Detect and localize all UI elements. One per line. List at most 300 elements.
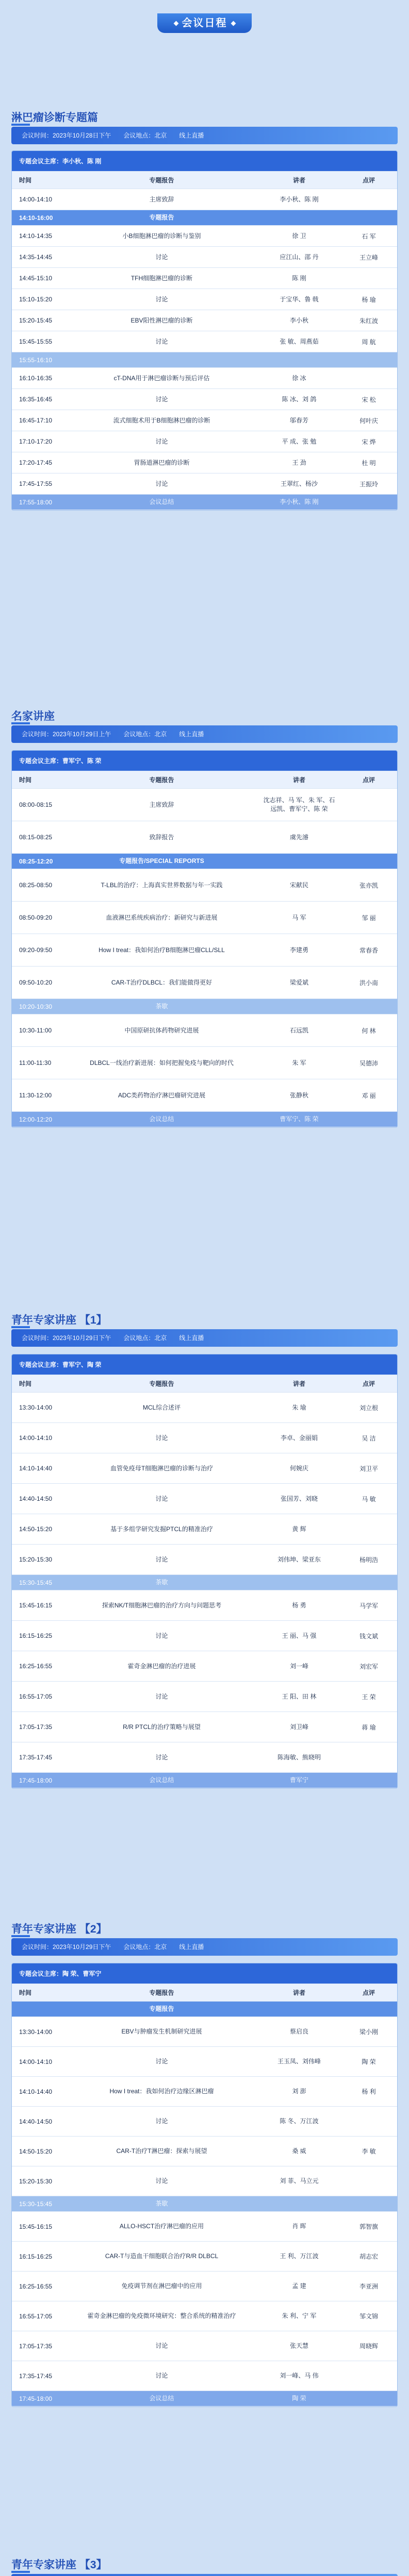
row-topic: R/R PTCL的治疗策略与展望 — [123, 1723, 201, 1731]
row-time: 14:10-16:00 — [19, 214, 53, 222]
row-discussant — [340, 2107, 397, 2136]
session-info-item: 会议地点：北京 — [123, 1334, 167, 1342]
break-row — [12, 352, 397, 368]
session-title: 名家讲座 — [11, 710, 55, 722]
row-discussant: 周晓辉 — [359, 2343, 378, 2350]
title-underline — [11, 2571, 30, 2573]
chair-label: 专题会议主席：陶 荣、曹军宁 — [19, 1970, 102, 1977]
session-title: 淋巴瘤诊断专题篇 — [11, 112, 98, 124]
session-title: 青年专家讲座 【1】 — [11, 1314, 107, 1326]
row-discussant — [340, 821, 397, 853]
row-discussant: 梁小刚 — [359, 2028, 378, 2036]
chair-label: 专题会议主席：曹军宁、陈 荣 — [19, 757, 102, 765]
row-time: 16:55-17:05 — [19, 2312, 53, 2320]
row-topic: 讨论 — [155, 437, 168, 445]
row-topic: 讨论 — [155, 2342, 168, 2350]
schedule-row — [12, 2017, 397, 2047]
row-speaker: 李小秋、陈 刚 — [280, 498, 319, 506]
row-discussant: 常春香 — [359, 946, 378, 954]
row-speaker: 王 丽、马 强 — [282, 1632, 317, 1639]
row-time: 12:00-12:20 — [19, 1115, 53, 1123]
header-topic: 专题报告 — [149, 776, 174, 784]
row-speaker: 陈 冰、刘 鸽 — [282, 395, 317, 403]
table-header — [12, 1984, 397, 2002]
section-band-row — [12, 2002, 397, 2017]
row-topic: ADC类药物治疗淋巴瘤研究进展 — [118, 1091, 206, 1099]
row-discussant: 陶 荣 — [362, 2058, 376, 2065]
session-info-item: 会议时间：2023年10月29日下午 — [22, 1334, 111, 1342]
schedule-row — [12, 2212, 397, 2242]
row-discussant — [340, 2166, 397, 2196]
schedule-row — [12, 967, 397, 999]
row-discussant: 吴德沛 — [359, 1059, 378, 1067]
summary-row — [12, 1773, 397, 1788]
row-time: 14:50-15:20 — [19, 2147, 53, 2155]
row-speaker: 刘卫峰 — [289, 1723, 308, 1731]
session-info-item: 会议时间：2023年10月29日下午 — [22, 1943, 111, 1951]
row-discussant — [340, 2002, 397, 2016]
row-topic: 血液淋巴系统疾病治疗：新研究与新进展 — [106, 913, 218, 921]
row-speaker — [258, 2002, 340, 2016]
row-topic: cT-DNA用于淋巴瘤诊断与预后评估 — [113, 374, 210, 382]
header-discussant: 点评 — [362, 776, 375, 784]
row-topic: 胃肠道淋巴瘤的诊断 — [134, 459, 190, 466]
chair-label: 专题会议主席：曹军宁、陶 荣 — [19, 1361, 102, 1368]
row-discussant — [340, 854, 397, 869]
row-discussant: 李 敏 — [362, 2148, 376, 2155]
row-topic: EBV阳性淋巴瘤的诊断 — [130, 316, 193, 324]
summary-row — [12, 2391, 397, 2406]
row-discussant: 邹 丽 — [362, 914, 376, 922]
summary-row — [12, 495, 397, 510]
row-topic: 讨论 — [155, 337, 168, 345]
row-discussant: 王 荣 — [362, 1693, 376, 1701]
row-speaker — [258, 854, 340, 869]
top-banner — [0, 0, 409, 31]
row-discussant: 何 林 — [362, 1027, 376, 1035]
row-speaker: 陈 刚 — [292, 274, 306, 282]
schedule-row — [12, 1423, 397, 1453]
row-speaker — [258, 210, 340, 225]
schedule-row — [12, 934, 397, 967]
row-speaker: 徐 冰 — [292, 374, 306, 382]
row-speaker: 王 阳、田 林 — [282, 1692, 317, 1700]
section-band-row — [12, 854, 397, 869]
row-time: 10:20-10:30 — [19, 1003, 53, 1010]
schedule-row — [12, 410, 397, 431]
row-discussant — [340, 352, 397, 367]
row-time: 17:45-18:00 — [19, 1776, 53, 1784]
row-time: 17:35-17:45 — [19, 1754, 53, 1761]
row-topic: 讨论 — [155, 1555, 168, 1563]
row-speaker: 李卓、金丽娟 — [280, 1434, 318, 1442]
title-underline — [11, 124, 30, 126]
row-discussant — [340, 368, 397, 388]
row-speaker: 王翠红、杨沙 — [280, 480, 318, 487]
schedule-row — [12, 1590, 397, 1621]
break-row — [12, 999, 397, 1014]
row-time: 15:30-15:45 — [19, 2200, 53, 2208]
row-topic: 讨论 — [155, 295, 168, 303]
row-discussant — [340, 999, 397, 1014]
row-speaker: 邬春芳 — [289, 416, 308, 424]
row-speaker: 朱 瑜 — [292, 1403, 306, 1411]
row-time: 09:20-09:50 — [19, 946, 53, 954]
break-row — [12, 2196, 397, 2212]
session-info-bar — [11, 127, 398, 144]
header-topic: 专题报告 — [149, 1989, 174, 1996]
schedule-row — [12, 1014, 397, 1047]
schedule-row — [12, 2166, 397, 2196]
row-speaker — [258, 999, 340, 1014]
row-time: 16:45-17:10 — [19, 417, 53, 424]
session-info-bar — [11, 1938, 398, 1956]
row-topic: 会议总结 — [149, 1776, 174, 1784]
diamond-icon — [231, 21, 236, 26]
row-time: 08:15-08:25 — [19, 834, 53, 841]
session-info-item: 会议时间：2023年10月28日下午 — [22, 132, 111, 139]
schedule-row — [12, 1514, 397, 1545]
row-time: 17:05-17:35 — [19, 2342, 53, 2350]
row-topic: ALLO-HSCT治疗淋巴瘤的应用 — [119, 2223, 204, 2230]
row-time: 14:10-14:40 — [19, 1465, 53, 1472]
row-time: 14:10-14:35 — [19, 232, 53, 240]
row-time: 17:45-17:55 — [19, 480, 53, 487]
row-speaker: 陶 荣 — [292, 2395, 306, 2402]
row-time: 17:35-17:45 — [19, 2372, 53, 2380]
row-speaker — [258, 1575, 340, 1590]
row-discussant: 杨 利 — [362, 2088, 376, 2095]
row-discussant — [340, 1773, 397, 1788]
row-speaker: 朱 利、宁 军 — [282, 2312, 317, 2320]
row-time: 16:25-16:55 — [19, 2282, 53, 2290]
row-discussant — [340, 1112, 397, 1127]
row-speaker: 何婉庆 — [289, 1464, 308, 1472]
row-time: 08:25-08:50 — [19, 882, 53, 889]
row-time: 10:30-11:00 — [19, 1027, 52, 1034]
row-speaker: 王 劲 — [292, 459, 306, 466]
session-title: 青年专家讲座 【2】 — [11, 1923, 107, 1935]
schedule-row — [12, 1682, 397, 1712]
row-topic: CAR-T治疗DLBCL：我们能做得更好 — [111, 978, 212, 986]
row-topic: 讨论 — [155, 1495, 168, 1502]
row-topic: 讨论 — [155, 2177, 168, 2185]
row-discussant: 洪小南 — [359, 979, 378, 987]
row-speaker: 王 利、万江波 — [280, 2252, 319, 2260]
title-underline — [11, 1935, 30, 1937]
row-speaker: 徐 卫 — [292, 232, 306, 240]
row-time: 14:00-14:10 — [19, 2058, 53, 2065]
row-time: 11:30-12:00 — [19, 1092, 52, 1099]
row-topic: 会议总结 — [149, 498, 174, 506]
session-info-bar — [11, 1329, 398, 1347]
row-speaker: 曹军宁 — [289, 1776, 308, 1784]
chair-row — [12, 751, 397, 771]
header-speaker: 讲者 — [292, 1380, 305, 1387]
row-time — [12, 2002, 66, 2016]
schedule-row — [12, 389, 397, 410]
title-underline — [11, 1326, 30, 1328]
row-speaker: 于宝华、鲁 戟 — [280, 295, 319, 303]
session-title: 青年专家讲座 【3】 — [11, 2559, 107, 2571]
session-info-item: 线上直播 — [179, 731, 204, 738]
row-topic: 会议总结 — [149, 1115, 174, 1123]
row-speaker: 马 军 — [292, 913, 306, 921]
row-topic: 免疫调节剂在淋巴瘤中的应用 — [121, 2282, 202, 2290]
row-topic: 会议总结 — [149, 2395, 174, 2402]
page-title: 会议日程 — [182, 18, 227, 29]
schedule-row — [12, 1545, 397, 1575]
row-discussant: 朱红波 — [359, 317, 378, 325]
table-header — [12, 1375, 397, 1393]
row-discussant: 刘卫平 — [359, 1465, 378, 1472]
row-time: 15:10-15:20 — [19, 296, 53, 303]
row-topic: 血管免疫母T细胞淋巴瘤的诊断与治疗 — [110, 1464, 214, 1472]
schedule-row — [12, 452, 397, 473]
row-speaker: 杨 勇 — [292, 1601, 306, 1609]
row-discussant: 杜 明 — [362, 459, 376, 467]
schedule-row — [12, 2301, 397, 2331]
row-discussant: 刘立根 — [359, 1404, 378, 1412]
schedule-row — [12, 2331, 397, 2361]
row-time: 15:45-16:15 — [19, 1602, 53, 1609]
row-speaker: 刘伟坤、梁亚东 — [277, 1555, 321, 1563]
row-topic: 流式细胞术用于B细胞淋巴瘤的诊断 — [113, 416, 210, 424]
row-discussant: 李亚洲 — [359, 2283, 378, 2290]
row-speaker: 应江山、邵 丹 — [280, 253, 319, 261]
schedule-row — [12, 289, 397, 310]
row-topic: 霍奇金淋巴瘤的治疗进展 — [127, 1662, 196, 1670]
row-time: 17:55-18:00 — [19, 498, 53, 506]
row-speaker: 李建勇 — [289, 946, 308, 954]
row-topic: How I treat：我如何治疗B细胞淋巴瘤CLL/SLL — [99, 946, 225, 954]
row-discussant: 郭智旗 — [359, 2223, 378, 2230]
row-discussant — [340, 495, 397, 510]
row-topic: 讨论 — [155, 1692, 168, 1700]
row-discussant: 马学军 — [359, 1602, 378, 1609]
row-time: 17:05-17:35 — [19, 1723, 53, 1731]
row-time: 08:00-08:15 — [19, 801, 53, 808]
row-time: 15:45-15:55 — [19, 338, 53, 345]
row-time: 14:40-14:50 — [19, 2117, 53, 2125]
row-discussant: 邓 丽 — [362, 1092, 376, 1099]
row-topic: 霍奇金淋巴瘤的免疫微环境研究：整合系统的精准治疗 — [87, 2312, 236, 2320]
row-time: 14:10-14:40 — [19, 2088, 53, 2095]
row-topic: 茶歇 — [155, 2200, 168, 2208]
row-speaker: 陈海敏、熊晓明 — [277, 1753, 321, 1761]
row-topic: 致辞报告 — [149, 833, 174, 841]
row-time: 15:30-15:45 — [19, 1579, 53, 1586]
row-speaker: 刘一峰 — [289, 1662, 308, 1670]
row-topic: 主席致辞 — [149, 195, 174, 203]
row-time: 16:35-16:45 — [19, 396, 53, 403]
row-time: 09:50-10:20 — [19, 979, 53, 986]
row-discussant — [340, 1575, 397, 1590]
schedule-row — [12, 789, 397, 821]
schedule-row — [12, 2137, 397, 2166]
row-speaker: 桑 威 — [292, 2147, 306, 2155]
row-time: 16:25-16:55 — [19, 1663, 53, 1670]
diamond-icon — [173, 21, 178, 26]
schedule-row — [12, 2242, 397, 2272]
row-discussant — [340, 189, 397, 210]
row-speaker: 朱 军 — [292, 1059, 306, 1066]
row-discussant: 宋 烨 — [362, 438, 376, 446]
row-discussant — [340, 1742, 397, 1772]
schedule-row — [12, 1651, 397, 1682]
row-topic: DLBCL一线治疗新进展：如何把握免疫与靶向的时代 — [90, 1059, 234, 1066]
schedule-row — [12, 473, 397, 495]
row-topic: 专题报告 — [149, 2005, 174, 2013]
summary-row — [12, 1112, 397, 1127]
row-discussant: 石 军 — [362, 232, 376, 240]
row-speaker: 王玉凤、刘伟峰 — [277, 2058, 321, 2065]
row-speaker: 李小秋 — [289, 316, 308, 324]
row-discussant — [340, 2196, 397, 2211]
row-time: 11:00-11:30 — [19, 1059, 52, 1066]
row-time: 16:15-16:25 — [19, 1632, 53, 1639]
schedule-row — [12, 1621, 397, 1651]
row-discussant: 胡志宏 — [359, 2253, 378, 2260]
row-speaker: 张 敏、周燕茹 — [280, 337, 319, 345]
session-schedule-table — [11, 750, 398, 1128]
session-schedule-table — [11, 150, 398, 511]
row-topic: 讨论 — [155, 1753, 168, 1761]
section-band-row — [12, 210, 397, 226]
row-time: 08:25-12:20 — [19, 857, 53, 865]
row-topic: 讨论 — [155, 253, 168, 261]
schedule-row — [12, 247, 397, 268]
session-info-item: 会议地点：北京 — [123, 132, 167, 139]
row-topic: T-LBL的治疗：上海真实世界数据与年一实践 — [101, 881, 223, 889]
header-time: 时间 — [19, 1989, 32, 1996]
row-time: 15:20-15:30 — [19, 1556, 53, 1563]
row-time: 15:55-16:10 — [19, 356, 53, 364]
row-discussant: 王立峰 — [359, 253, 378, 261]
header-time: 时间 — [19, 776, 32, 784]
row-discussant — [340, 789, 397, 821]
header-topic: 专题报告 — [149, 177, 174, 184]
row-speaker: 张静秋 — [289, 1091, 308, 1099]
header-discussant: 点评 — [362, 1380, 375, 1387]
header-speaker: 讲者 — [292, 776, 305, 784]
row-speaker: 宋献民 — [289, 881, 308, 889]
session-info-bar — [11, 2574, 398, 2576]
row-speaker: 孟 建 — [292, 2282, 306, 2290]
row-speaker: 虞先濬 — [289, 833, 308, 841]
page-title-banner — [157, 13, 252, 33]
schedule-row — [12, 869, 397, 902]
row-topic: How I treat：我如何治疗边缘区淋巴瘤 — [109, 2088, 214, 2095]
row-topic: 讨论 — [155, 1434, 168, 1442]
row-time: 14:35-14:45 — [19, 253, 53, 261]
schedule-row — [12, 1393, 397, 1423]
schedule-row — [12, 368, 397, 389]
schedule-row — [12, 2272, 397, 2301]
row-speaker: 沈志祥、马 军、朱 军、石远凯、曹军宁、陈 荣 — [263, 796, 335, 812]
row-speaker: 石远凯 — [289, 1026, 308, 1034]
chair-row — [12, 1963, 397, 1984]
row-discussant: 邹文锦 — [359, 2313, 378, 2320]
row-discussant — [340, 268, 397, 289]
row-speaker: 刘 澎 — [292, 2088, 306, 2095]
row-time: 17:20-17:45 — [19, 459, 53, 466]
row-discussant: 刘宏军 — [359, 1663, 378, 1670]
row-speaker: 黄 辉 — [292, 1525, 306, 1533]
schedule-row — [12, 226, 397, 247]
header-topic: 专题报告 — [149, 1380, 174, 1387]
row-topic: TFH细胞淋巴瘤的诊断 — [130, 274, 193, 282]
row-topic: 小B细胞淋巴瘤的诊断与鉴别 — [122, 232, 201, 240]
row-topic: 基于多组学研究发掘PTCL的精准治疗 — [110, 1525, 213, 1533]
chair-row — [12, 151, 397, 172]
row-time: 16:15-16:25 — [19, 2252, 53, 2260]
row-speaker: 张国芳、刘晓 — [280, 1495, 318, 1502]
row-topic: 讨论 — [155, 2117, 168, 2125]
schedule-row — [12, 310, 397, 331]
row-time: 17:45-18:00 — [19, 2395, 53, 2402]
session-schedule-table — [11, 1354, 398, 1789]
row-speaker: 梁爱斌 — [289, 978, 308, 986]
row-topic: 探索NK/T细胞淋巴瘤的治疗方向与问题思考 — [102, 1601, 222, 1609]
header-speaker: 讲者 — [292, 177, 305, 184]
schedule-row — [12, 1712, 397, 1742]
schedule-row — [12, 821, 397, 854]
row-topic: 专题报告/SPECIAL REPORTS — [119, 857, 204, 865]
table-header — [12, 172, 397, 189]
row-speaker: 蔡启良 — [289, 2028, 308, 2036]
header-speaker: 讲者 — [292, 1989, 305, 1996]
session-info-item: 线上直播 — [179, 1943, 204, 1951]
row-time: 15:45-16:15 — [19, 2223, 53, 2230]
row-topic: 讨论 — [155, 2372, 168, 2380]
row-time: 14:50-15:20 — [19, 1526, 53, 1533]
row-time: 14:00-14:10 — [19, 1434, 53, 1442]
row-discussant: 王振玲 — [359, 480, 378, 488]
row-topic: MCL综合述评 — [142, 1403, 181, 1411]
row-discussant: 吴 洁 — [362, 1434, 376, 1442]
row-speaker: 刘一峰、马 伟 — [280, 2372, 319, 2380]
chair-label: 专题会议主席：李小秋、陈 刚 — [19, 158, 102, 165]
row-time: 14:40-14:50 — [19, 1495, 53, 1502]
row-discussant: 杨 瑜 — [362, 296, 376, 303]
row-discussant: 周 航 — [362, 338, 376, 346]
row-speaker: 曹军宁、陈 荣 — [280, 1115, 319, 1123]
schedule-row — [12, 331, 397, 352]
row-topic — [66, 352, 258, 367]
row-topic: 讨论 — [155, 1632, 168, 1639]
header-discussant: 点评 — [362, 177, 375, 184]
row-speaker: 肖 晖 — [292, 2223, 306, 2230]
row-discussant: 杨明浩 — [359, 1556, 378, 1564]
schedule-row — [12, 2107, 397, 2137]
header-discussant: 点评 — [362, 1989, 375, 1996]
chair-row — [12, 1354, 397, 1375]
row-time: 15:20-15:30 — [19, 2177, 53, 2185]
row-time: 17:10-17:20 — [19, 438, 53, 445]
schedule-row — [12, 1484, 397, 1514]
row-topic: CAR-T治疗T淋巴瘤：探索与展望 — [116, 2147, 207, 2155]
row-discussant: 蒋 瑜 — [362, 1723, 376, 1731]
session-info-item: 会议地点：北京 — [123, 1943, 167, 1951]
row-time: 13:30-14:00 — [19, 2028, 53, 2036]
header-time: 时间 — [19, 1380, 32, 1387]
schedule-row — [12, 189, 397, 210]
row-topic: 茶歇 — [155, 1003, 168, 1010]
schedule-row — [12, 2047, 397, 2077]
schedule-row — [12, 2077, 397, 2107]
row-time: 13:30-14:00 — [19, 1404, 53, 1411]
